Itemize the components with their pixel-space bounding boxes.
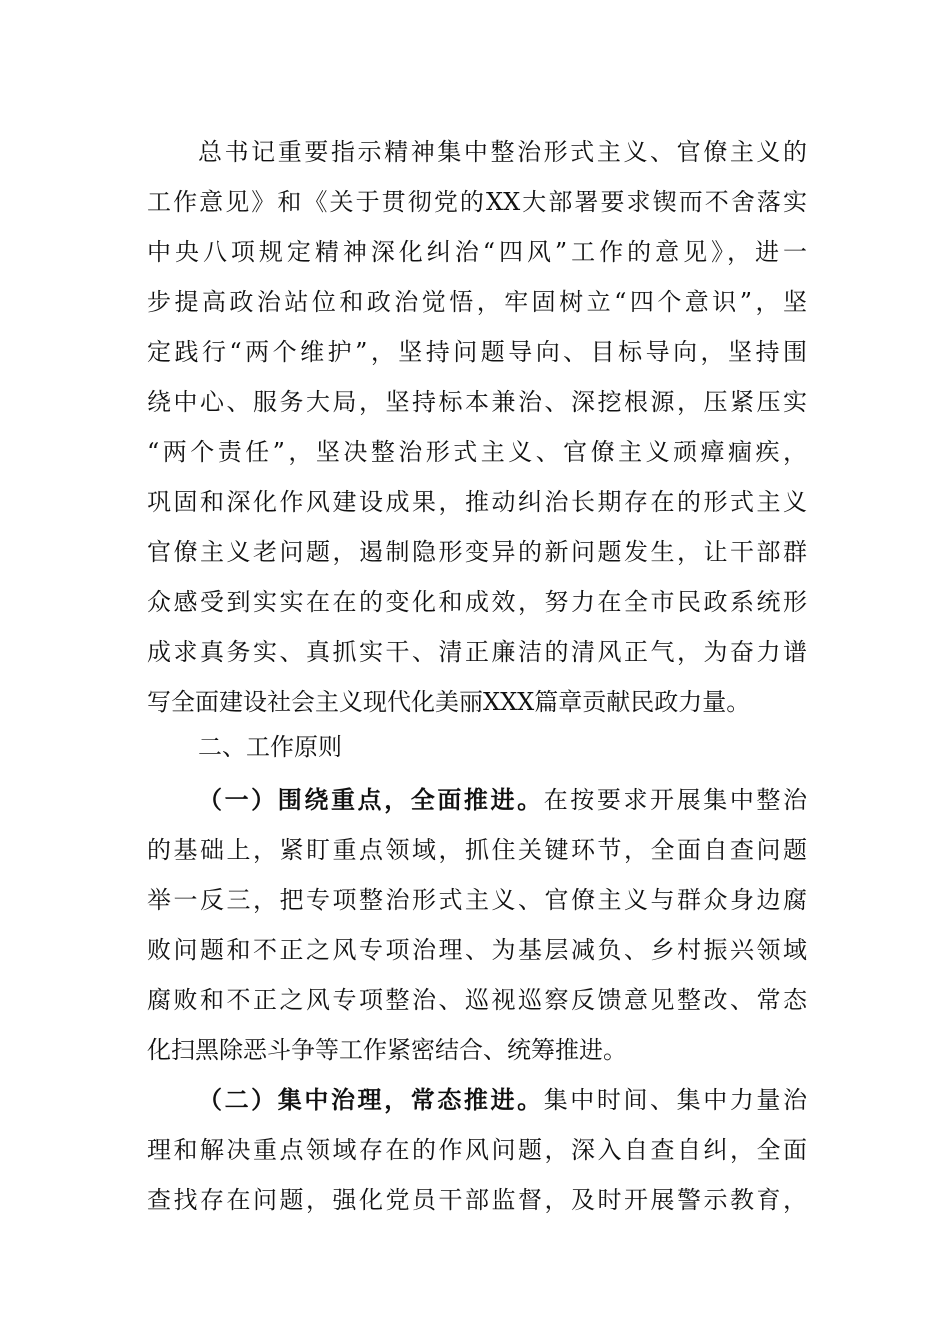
- paragraph-line: “两个责任”，坚决整治形式主义、官僚主义顽瘴痼疾，: [147, 438, 807, 466]
- paragraph-line: 查找存在问题，强化党员干部监督，及时开展警示教育，: [147, 1186, 807, 1214]
- paragraph-line: 中央八项规定精神深化纠治“四风”工作的意见》，进一: [147, 238, 807, 266]
- paragraph-line: 总书记重要指示精神集中整治形式主义、官僚主义的: [198, 138, 807, 166]
- section-heading: 二、工作原则: [198, 733, 342, 761]
- principle-text: 在按要求开展集中整治: [543, 786, 808, 814]
- paragraph-line: 成求真务实、真抓实干、清正廉洁的清风正气，为奋力谱: [147, 638, 807, 666]
- principle-first-line: [198, 780, 807, 820]
- paragraph-line: 步提高政治站位和政治觉悟，牢固树立“四个意识”，坚: [147, 288, 807, 316]
- paragraph-line: 理和解决重点领域存在的作风问题，深入自查自纠，全面: [147, 1136, 807, 1164]
- principle-title: （一）围绕重点，全面推进。: [198, 785, 544, 814]
- principle-title: （二）集中治理，常态推进。: [198, 1085, 544, 1114]
- paragraph-line: 的基础上，紧盯重点领域，抓住关键环节，全面自查问题: [147, 836, 807, 864]
- principle-text: 集中时间、集中力量治: [543, 1086, 808, 1114]
- paragraph-line: 众感受到实实在在的变化和成效，努力在全市民政系统形: [147, 588, 807, 616]
- principle-first-line: [198, 1080, 807, 1120]
- paragraph-line: 化扫黑除恶斗争等工作紧密结合、统筹推进。: [147, 1036, 627, 1064]
- paragraph-line: 定践行“两个维护”，坚持问题导向、目标导向，坚持围: [147, 338, 807, 366]
- paragraph-line: 写全面建设社会主义现代化美丽XXX篇章贡献民政力量。: [147, 688, 751, 716]
- paragraph-line: 绕中心、服务大局，坚持标本兼治、深挖根源，压紧压实: [147, 388, 807, 416]
- paragraph-line: 巩固和深化作风建设成果，推动纠治长期存在的形式主义: [147, 488, 807, 516]
- paragraph-line: 腐败和不正之风专项整治、巡视巡察反馈意见整改、常态: [147, 986, 807, 1014]
- paragraph-line: 工作意见》和《关于贯彻党的XX大部署要求锲而不舍落实: [147, 188, 807, 216]
- paragraph-line: 举一反三，把专项整治形式主义、官僚主义与群众身边腐: [147, 886, 807, 914]
- paragraph-line: 败问题和不正之风专项治理、为基层减负、乡村振兴领域: [147, 936, 807, 964]
- paragraph-line: 官僚主义老问题，遏制隐形变异的新问题发生，让干部群: [147, 538, 807, 566]
